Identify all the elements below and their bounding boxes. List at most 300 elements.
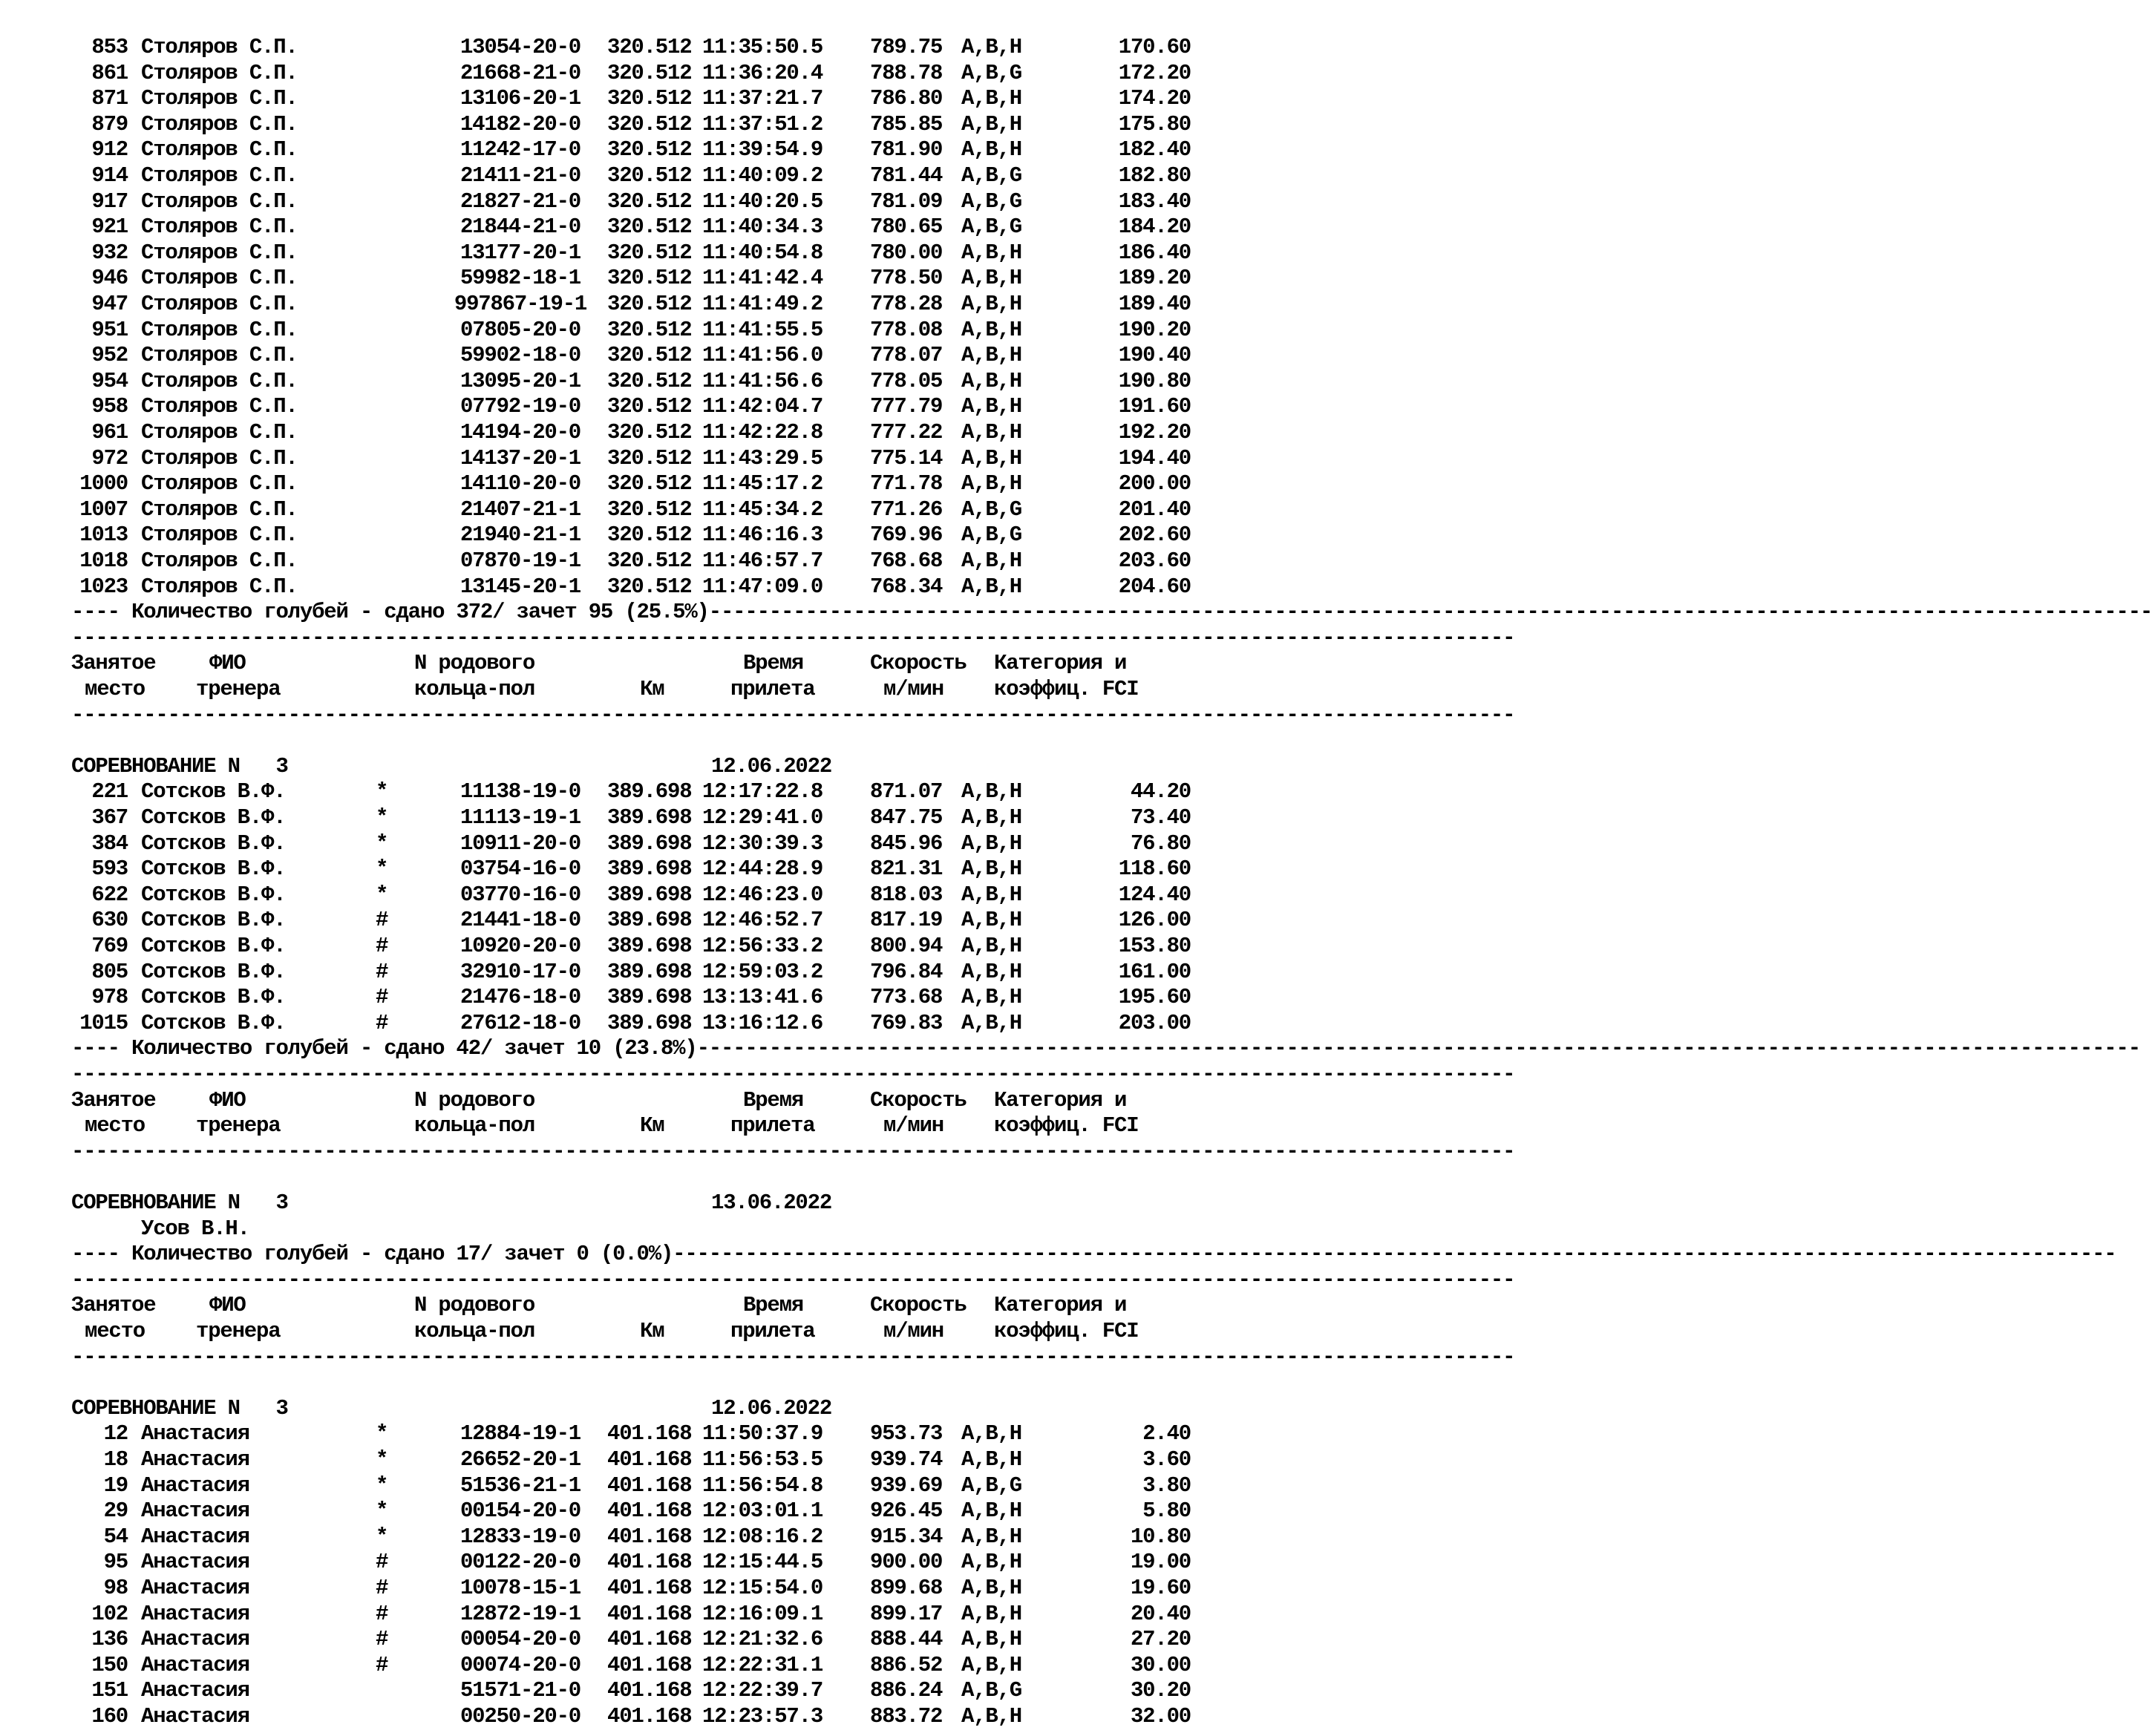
trainer-name: Анастасия (141, 1524, 249, 1549)
trainer-name: Анастасия (141, 1447, 249, 1472)
distance-km: 320.512 (607, 266, 692, 291)
fci-coefficient: 174.20 (1118, 86, 1191, 111)
speed: 771.78 (870, 471, 943, 497)
ring-number: 14137-20-1 (459, 445, 581, 471)
fci-coefficient: 184.20 (1118, 214, 1191, 240)
arrival-time: 13:16:12.6 (702, 1010, 823, 1035)
category: A,B,H (961, 1576, 1022, 1600)
arrival-time: 12:46:52.7 (702, 908, 823, 933)
mark: * (376, 1421, 388, 1447)
place: 593 (91, 856, 128, 882)
category: A,B,H (961, 1010, 1022, 1035)
mark: # (376, 1652, 388, 1677)
mark: # (376, 1601, 388, 1626)
competition-date: 12.06.2022 (711, 1395, 832, 1421)
fci-coefficient: 124.40 (1118, 882, 1191, 907)
place: 384 (91, 831, 128, 856)
place: 1015 (79, 1010, 128, 1035)
speed: 769.96 (870, 523, 943, 548)
ring-number: 14110-20-0 (459, 471, 581, 497)
category: A,B,H (961, 35, 1022, 59)
place: 853 (91, 35, 128, 59)
speed: 939.69 (870, 1473, 943, 1498)
mark: * (376, 831, 388, 856)
summary-text: Количество голубей - сдано 42/ зачет 10 (23.8%) (131, 1036, 697, 1061)
trainer-name: Анастасия (141, 1678, 249, 1703)
speed: 780.00 (870, 240, 943, 265)
place: 19 (103, 1473, 128, 1498)
header-speed: м/мин (883, 1113, 944, 1139)
distance-km: 401.168 (607, 1678, 692, 1703)
fci-coefficient: 170.60 (1118, 35, 1191, 59)
summary-line: ---- Количество голубей - сдано 42/ зачет 10 (23.8%)------------------------------------------------------------------------------------------------------------------------ (71, 1036, 2140, 1061)
header-ring: кольца-пол (414, 1113, 535, 1139)
ring-number: 21441-18-0 (459, 908, 581, 933)
distance-km: 320.512 (607, 240, 692, 265)
distance-km: 389.698 (607, 805, 692, 830)
category: A,B,H (961, 368, 1022, 393)
category: A,B,H (961, 985, 1022, 1010)
category: A,B,H (961, 240, 1022, 265)
distance-km: 389.698 (607, 779, 692, 805)
fci-coefficient: 203.00 (1118, 1010, 1191, 1035)
ring-number: 21940-21-1 (459, 523, 581, 548)
trainer-name: Анастасия (141, 1652, 249, 1677)
summary-text: Количество голубей - сдано 372/ зачет 95 (25.5%) (131, 600, 709, 625)
arrival-time: 11:47:09.0 (702, 574, 823, 599)
category: A,B,H (961, 856, 1022, 882)
arrival-time: 12:15:54.0 (702, 1576, 823, 1600)
trainer-name: Столяров С.П. (141, 60, 298, 85)
distance-km: 389.698 (607, 882, 692, 907)
arrival-time: 12:23:57.3 (702, 1704, 823, 1729)
summary-line: ---- Количество голубей - сдано 372/ зачет 95 (25.5%)------------------------------------------------------------------------------------------------------------------------ (71, 600, 2152, 625)
header-name: ФИО (209, 1087, 246, 1113)
ring-number: 00054-20-0 (459, 1627, 581, 1652)
category: A,B,H (961, 317, 1022, 342)
distance-km: 320.512 (607, 292, 692, 316)
trainer-name: Сотсков В.Ф. (141, 1010, 286, 1035)
ring-number: 21407-21-1 (459, 497, 581, 522)
place: 961 (91, 420, 128, 445)
distance-km: 320.512 (607, 523, 692, 548)
category: A,B,G (961, 60, 1022, 85)
speed: 773.68 (870, 985, 943, 1010)
place: 946 (91, 266, 128, 291)
mark: * (376, 882, 388, 907)
fci-coefficient: 189.40 (1118, 292, 1191, 316)
distance-km: 389.698 (607, 985, 692, 1010)
distance-km: 320.512 (607, 60, 692, 85)
distance-km: 401.168 (607, 1576, 692, 1600)
header-name: тренера (196, 677, 281, 701)
distance-km: 320.512 (607, 111, 692, 137)
mark: # (376, 1550, 388, 1575)
trainer-name: Сотсков В.Ф. (141, 882, 286, 907)
trainer-name: Столяров С.П. (141, 343, 298, 368)
speed: 900.00 (870, 1550, 943, 1575)
category: A,B,H (961, 779, 1022, 805)
place: 630 (91, 908, 128, 933)
speed: 888.44 (870, 1627, 943, 1652)
fci-coefficient: 172.20 (1118, 60, 1191, 85)
speed: 777.79 (870, 394, 943, 419)
arrival-time: 12:59:03.2 (702, 959, 823, 984)
separator-line: ------------------------------------------------------------------------------------------------------------------------ (71, 1062, 1515, 1087)
trainer-name: Анастасия (141, 1627, 249, 1652)
place: 1000 (79, 471, 128, 497)
trainer-name: Столяров С.П. (141, 548, 298, 573)
trainer-name: Анастасия (141, 1576, 249, 1600)
speed: 899.68 (870, 1576, 943, 1600)
arrival-time: 12:29:41.0 (702, 805, 823, 830)
distance-km: 401.168 (607, 1498, 692, 1524)
place: 136 (91, 1627, 128, 1652)
speed: 778.08 (870, 317, 943, 342)
fci-coefficient: 182.40 (1118, 137, 1191, 163)
header-ring: N родового (414, 651, 535, 676)
trainer-name: Сотсков В.Ф. (141, 908, 286, 933)
place: 1007 (79, 497, 128, 522)
category: A,B,G (961, 163, 1022, 188)
place: 221 (91, 779, 128, 805)
arrival-time: 11:37:21.7 (702, 86, 823, 111)
ring-number: 07792-19-0 (459, 394, 581, 419)
category: A,B,G (961, 1678, 1022, 1703)
ring-number: 07805-20-0 (459, 317, 581, 342)
speed: 781.90 (870, 137, 943, 163)
trainer-name: Столяров С.П. (141, 523, 298, 548)
fci-coefficient: 204.60 (1118, 574, 1191, 599)
place: 879 (91, 111, 128, 137)
arrival-time: 12:46:23.0 (702, 882, 823, 907)
fci-coefficient: 3.60 (1142, 1447, 1191, 1472)
summary-line: ---- Количество голубей - сдано 17/ зачет 0 (0.0%)------------------------------------------------------------------------------------------------------------------------ (71, 1242, 2116, 1267)
speed: 818.03 (870, 882, 943, 907)
distance-km: 401.168 (607, 1524, 692, 1549)
header-category: коэффиц. FCI (994, 1319, 1139, 1343)
ring-number: 21411-21-0 (459, 163, 581, 188)
mark: * (376, 1473, 388, 1498)
competition-date: 12.06.2022 (711, 753, 832, 779)
distance-km: 320.512 (607, 368, 692, 393)
arrival-time: 11:50:37.9 (702, 1421, 823, 1447)
ring-number: 13054-20-0 (459, 35, 581, 59)
speed: 886.24 (870, 1678, 943, 1703)
header-category: Категория и (994, 1087, 1127, 1113)
trainer-name: Столяров С.П. (141, 35, 298, 59)
arrival-time: 11:42:22.8 (702, 420, 823, 445)
arrival-time: 12:22:39.7 (702, 1678, 823, 1703)
arrival-time: 11:40:20.5 (702, 189, 823, 214)
arrival-time: 12:22:31.1 (702, 1652, 823, 1677)
header-place: Занятое (71, 651, 156, 676)
fci-coefficient: 161.00 (1118, 959, 1191, 984)
place: 769 (91, 934, 128, 958)
arrival-time: 12:03:01.1 (702, 1498, 823, 1524)
speed: 886.52 (870, 1652, 943, 1677)
fci-coefficient: 19.60 (1130, 1576, 1191, 1600)
header-ring: кольца-пол (414, 677, 535, 701)
category: A,B,G (961, 1473, 1022, 1498)
fci-coefficient: 189.20 (1118, 266, 1191, 291)
distance-km: 389.698 (607, 831, 692, 856)
speed: 789.75 (870, 35, 943, 59)
place: 98 (103, 1576, 128, 1600)
category: A,B,H (961, 574, 1022, 599)
summary-text: Количество голубей - сдано 17/ зачет 0 (0.0%) (131, 1242, 673, 1267)
ring-number: 11242-17-0 (459, 137, 581, 163)
category: A,B,H (961, 1652, 1022, 1677)
distance-km: 320.512 (607, 497, 692, 522)
speed: 778.07 (870, 343, 943, 368)
arrival-time: 12:21:32.6 (702, 1627, 823, 1652)
ring-number: 12872-19-1 (459, 1601, 581, 1626)
mark: * (376, 1498, 388, 1524)
header-speed: Скорость (870, 1087, 967, 1113)
ring-number: 11113-19-1 (459, 805, 581, 830)
ring-number: 27612-18-0 (459, 1010, 581, 1035)
trainer-name: Сотсков В.Ф. (141, 805, 286, 830)
trainer-name: Столяров С.П. (141, 471, 298, 497)
place: 972 (91, 445, 128, 471)
trainer-name: Анастасия (141, 1498, 249, 1524)
fci-coefficient: 118.60 (1118, 856, 1191, 882)
fci-coefficient: 190.40 (1118, 343, 1191, 368)
speed: 926.45 (870, 1498, 943, 1524)
category: A,B,H (961, 908, 1022, 933)
distance-km: 320.512 (607, 420, 692, 445)
ring-number: 21668-21-0 (459, 60, 581, 85)
arrival-time: 11:41:55.5 (702, 317, 823, 342)
arrival-time: 11:41:56.6 (702, 368, 823, 393)
header-time: прилета (730, 1113, 815, 1139)
header-place: Занятое (71, 1293, 156, 1318)
header-speed: м/мин (883, 1319, 944, 1343)
speed: 769.83 (870, 1010, 943, 1035)
header-time: Время (743, 1293, 804, 1318)
header-place: место (85, 1319, 145, 1343)
trainer-name: Столяров С.П. (141, 189, 298, 214)
ring-number: 997867-19-1 (454, 292, 587, 316)
summary-prefix: ---- (71, 1242, 120, 1267)
category: A,B,H (961, 548, 1022, 573)
place: 958 (91, 394, 128, 419)
ring-number: 13095-20-1 (459, 368, 581, 393)
distance-km: 401.168 (607, 1704, 692, 1729)
fci-coefficient: 190.80 (1118, 368, 1191, 393)
place: 622 (91, 882, 128, 907)
arrival-time: 11:46:57.7 (702, 548, 823, 573)
distance-km: 389.698 (607, 1010, 692, 1035)
fci-coefficient: 153.80 (1118, 934, 1191, 958)
category: A,B,H (961, 86, 1022, 111)
fci-coefficient: 126.00 (1118, 908, 1191, 933)
header-time: прилета (730, 1319, 815, 1343)
speed: 915.34 (870, 1524, 943, 1549)
category: A,B,H (961, 1498, 1022, 1524)
place: 151 (91, 1678, 128, 1703)
speed: 847.75 (870, 805, 943, 830)
ring-number: 13106-20-1 (459, 86, 581, 111)
summary-prefix: ---- (71, 1036, 120, 1061)
speed: 786.80 (870, 86, 943, 111)
ring-number: 32910-17-0 (459, 959, 581, 984)
mark: * (376, 856, 388, 882)
place: 871 (91, 86, 128, 111)
trainer-name: Столяров С.П. (141, 240, 298, 265)
speed: 780.65 (870, 214, 943, 240)
category: A,B,H (961, 420, 1022, 445)
arrival-time: 11:56:54.8 (702, 1473, 823, 1498)
distance-km: 320.512 (607, 137, 692, 163)
ring-number: 59982-18-1 (459, 266, 581, 291)
fci-coefficient: 203.60 (1118, 548, 1191, 573)
header-place: место (85, 1113, 145, 1139)
distance-km: 320.512 (607, 343, 692, 368)
fci-coefficient: 192.20 (1118, 420, 1191, 445)
place: 12 (103, 1421, 128, 1447)
trainer-name: Столяров С.П. (141, 445, 298, 471)
header-time: прилета (730, 677, 815, 701)
header-time: Время (743, 1087, 804, 1113)
fci-coefficient: 182.80 (1118, 163, 1191, 188)
category: A,B,H (961, 471, 1022, 497)
category: A,B,H (961, 1550, 1022, 1575)
trainer-name: Сотсков В.Ф. (141, 959, 286, 984)
arrival-time: 11:40:34.3 (702, 214, 823, 240)
header-speed: Скорость (870, 1293, 967, 1318)
mark: * (376, 1524, 388, 1549)
speed: 768.34 (870, 574, 943, 599)
fci-coefficient: 202.60 (1118, 523, 1191, 548)
arrival-time: 12:08:16.2 (702, 1524, 823, 1549)
separator-line: ------------------------------------------------------------------------------------------------------------------------ (71, 1344, 1515, 1369)
distance-km: 401.168 (607, 1447, 692, 1472)
ring-number: 51571-21-0 (459, 1678, 581, 1703)
separator-line: ------------------------------------------------------------------------------------------------------------------------ (71, 625, 1515, 650)
fci-coefficient: 186.40 (1118, 240, 1191, 265)
ring-number: 00250-20-0 (459, 1704, 581, 1729)
speed: 821.31 (870, 856, 943, 882)
header-ring: кольца-пол (414, 1319, 535, 1343)
distance-km: 320.512 (607, 163, 692, 188)
trainer-name: Столяров С.П. (141, 111, 298, 137)
arrival-time: 12:30:39.3 (702, 831, 823, 856)
category: A,B,G (961, 189, 1022, 214)
distance-km: 320.512 (607, 445, 692, 471)
category: A,B,G (961, 214, 1022, 240)
summary-prefix: ---- (71, 600, 120, 625)
fci-coefficient: 76.80 (1130, 831, 1191, 856)
ring-number: 10078-15-1 (459, 1576, 581, 1600)
ring-number: 10920-20-0 (459, 934, 581, 958)
speed: 817.19 (870, 908, 943, 933)
header-ring: N родового (414, 1087, 535, 1113)
place: 861 (91, 60, 128, 85)
fci-coefficient: 73.40 (1130, 805, 1191, 830)
speed: 939.74 (870, 1447, 943, 1472)
header-category: Категория и (994, 651, 1127, 676)
speed: 953.73 (870, 1421, 943, 1447)
category: A,B,H (961, 137, 1022, 163)
fci-coefficient: 44.20 (1130, 779, 1191, 805)
fci-coefficient: 194.40 (1118, 445, 1191, 471)
place: 951 (91, 317, 128, 342)
competition-number: СОРЕВНОВАНИЕ N 3 (71, 1395, 288, 1421)
distance-km: 401.168 (607, 1601, 692, 1626)
speed: 778.05 (870, 368, 943, 393)
trainer-name: Столяров С.П. (141, 86, 298, 111)
arrival-time: 11:42:04.7 (702, 394, 823, 419)
distance-km: 320.512 (607, 86, 692, 111)
speed: 871.07 (870, 779, 943, 805)
header-ring: N родового (414, 1293, 535, 1318)
speed: 781.44 (870, 163, 943, 188)
arrival-time: 11:46:16.3 (702, 523, 823, 548)
category: A,B,H (961, 831, 1022, 856)
ring-number: 00122-20-0 (459, 1550, 581, 1575)
trainer-name: Анастасия (141, 1550, 249, 1575)
distance-km: 320.512 (607, 548, 692, 573)
arrival-time: 11:45:34.2 (702, 497, 823, 522)
fci-coefficient: 175.80 (1118, 111, 1191, 137)
trainer-name: Столяров С.П. (141, 574, 298, 599)
mark: # (376, 908, 388, 933)
place: 54 (103, 1524, 128, 1549)
separator-line: ------------------------------------------------------------------------------------------------------------------------ (71, 1267, 1515, 1292)
trainer-name: Столяров С.П. (141, 394, 298, 419)
ring-number: 21844-21-0 (459, 214, 581, 240)
category: A,B,H (961, 1421, 1022, 1447)
fci-coefficient: 19.00 (1130, 1550, 1191, 1575)
ring-number: 21476-18-0 (459, 985, 581, 1010)
place: 150 (91, 1652, 128, 1677)
place: 367 (91, 805, 128, 830)
category: A,B,H (961, 1627, 1022, 1652)
speed: 775.14 (870, 445, 943, 471)
fci-coefficient: 20.40 (1130, 1601, 1191, 1626)
speed: 800.94 (870, 934, 943, 958)
arrival-time: 11:45:17.2 (702, 471, 823, 497)
ring-number: 10911-20-0 (459, 831, 581, 856)
category: A,B,H (961, 882, 1022, 907)
fci-coefficient: 200.00 (1118, 471, 1191, 497)
mark: * (376, 1447, 388, 1472)
fci-coefficient: 3.80 (1142, 1473, 1191, 1498)
ring-number: 00154-20-0 (459, 1498, 581, 1524)
mark: # (376, 959, 388, 984)
fci-coefficient: 2.40 (1142, 1421, 1191, 1447)
fci-coefficient: 30.00 (1130, 1652, 1191, 1677)
category: A,B,H (961, 805, 1022, 830)
arrival-time: 11:41:42.4 (702, 266, 823, 291)
category: A,B,H (961, 1524, 1022, 1549)
competition-date: 13.06.2022 (711, 1190, 832, 1215)
place: 160 (91, 1704, 128, 1729)
fci-coefficient: 191.60 (1118, 394, 1191, 419)
arrival-time: 11:37:51.2 (702, 111, 823, 137)
header-place: место (85, 677, 145, 701)
ring-number: 03754-16-0 (459, 856, 581, 882)
trainer-name: Столяров С.П. (141, 317, 298, 342)
speed: 777.22 (870, 420, 943, 445)
speed: 778.28 (870, 292, 943, 316)
place: 978 (91, 985, 128, 1010)
header-place: Занятое (71, 1087, 156, 1113)
distance-km: 401.168 (607, 1550, 692, 1575)
category: A,B,H (961, 1447, 1022, 1472)
